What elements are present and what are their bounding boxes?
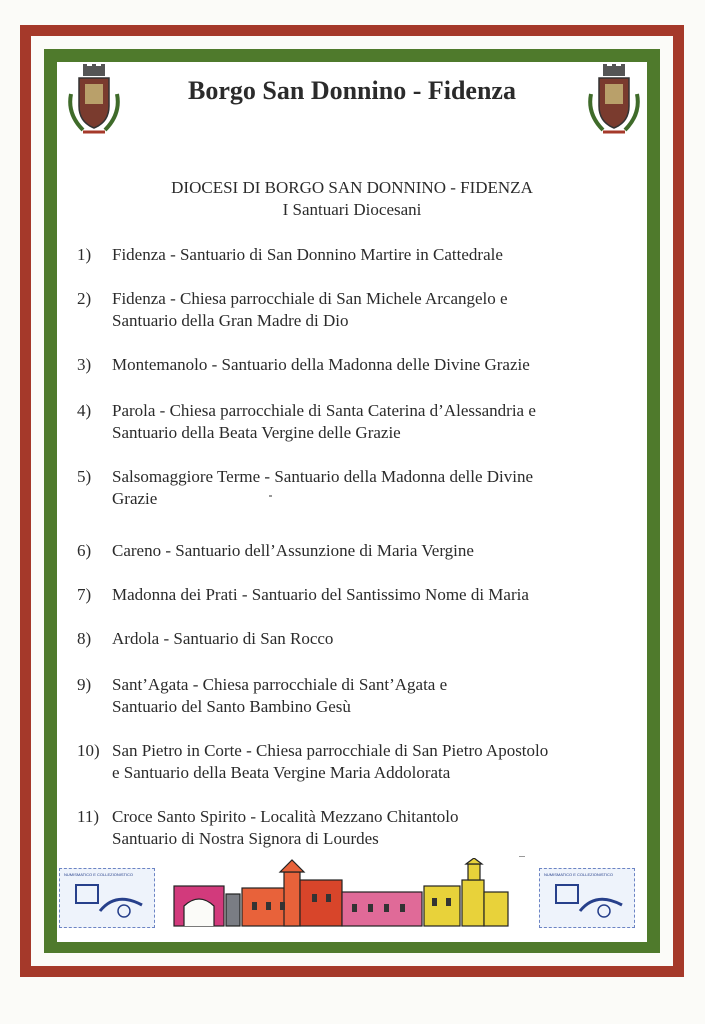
item-text [112, 584, 642, 606]
item-text-line: San Pietro in Corte - Chiesa parrocchiale di San Pietro Apostolo [112, 741, 549, 760]
speck [269, 495, 272, 497]
philatelic-stamp-left: NUMISMATICO E COLLEZIONISTICO [59, 868, 155, 928]
item-number: 8) [77, 629, 92, 648]
philatelic-stamp-right: NUMISMATICO E COLLEZIONISTICO [539, 868, 635, 928]
item-number: 1) [77, 245, 92, 264]
item-text-line: Fidenza - Chiesa parrocchiale di San Michele Arcangelo e [112, 289, 508, 308]
document-page [57, 62, 647, 942]
item-text-line: e Santuario della Beata Vergine Maria Addolorata [112, 763, 451, 782]
item-text [112, 628, 642, 650]
item-text [112, 806, 642, 850]
item-number: 4) [77, 401, 92, 420]
speck [519, 856, 525, 857]
item-number: 11) [77, 807, 100, 826]
item-text-line: Madonna dei Prati - Santuario del Santissimo Nome di Maria [112, 585, 529, 604]
item-text-line: Sant’Agata - Chiesa parrocchiale di Sant’Agata e [112, 675, 448, 694]
item-text-line: Santuario del Santo Bambino Gesù [112, 697, 351, 716]
item-text-line: Parola - Chiesa parrocchiale di Santa Caterina d’Alessandria e [112, 401, 536, 420]
item-text-line: Grazie [112, 489, 158, 508]
item-number: 10) [77, 741, 100, 760]
item-number: 6) [77, 541, 92, 560]
item-text-line: Santuario della Beata Vergine delle Grazie [112, 423, 401, 442]
item-text [112, 400, 642, 444]
item-text-line: Croce Santo Spirito - Località Mezzano Chitantolo [112, 807, 459, 826]
item-number: 9) [77, 675, 92, 694]
item-text-line: Fidenza - Santuario di San Donnino Martire in Cattedrale [112, 245, 503, 264]
item-number: 3) [77, 355, 92, 374]
item-text [112, 540, 642, 562]
town-skyline-illustration [172, 858, 512, 928]
item-text-line: Montemanolo - Santuario della Madonna delle Divine Grazie [112, 355, 530, 374]
item-number: 5) [77, 467, 92, 486]
item-number: 2) [77, 289, 92, 308]
item-text-line: Ardola - Santuario di San Rocco [112, 629, 334, 648]
stamp-emblem-icon [66, 881, 150, 923]
item-text [112, 244, 642, 266]
item-text [112, 674, 642, 718]
sanctuaries-subheading: I Santuari Diocesani [282, 200, 422, 219]
diocese-heading: DIOCESI DI BORGO SAN DONNINO - FIDENZA [171, 178, 533, 197]
stamp-emblem-icon [546, 881, 630, 923]
page-title: Borgo San Donnino - Fidenza [188, 76, 516, 105]
item-text-line: Santuario di Nostra Signora di Lourdes [112, 829, 379, 848]
item-text [112, 288, 642, 332]
item-text-line: Careno - Santuario dell’Assunzione di Maria Vergine [112, 541, 474, 560]
item-text-line: Santuario della Gran Madre di Dio [112, 311, 349, 330]
item-text [112, 740, 642, 784]
item-text [112, 466, 642, 510]
item-number: 7) [77, 585, 92, 604]
item-text-line: Salsomaggiore Terme - Santuario della Madonna delle Divine [112, 467, 534, 486]
item-text [112, 354, 642, 376]
